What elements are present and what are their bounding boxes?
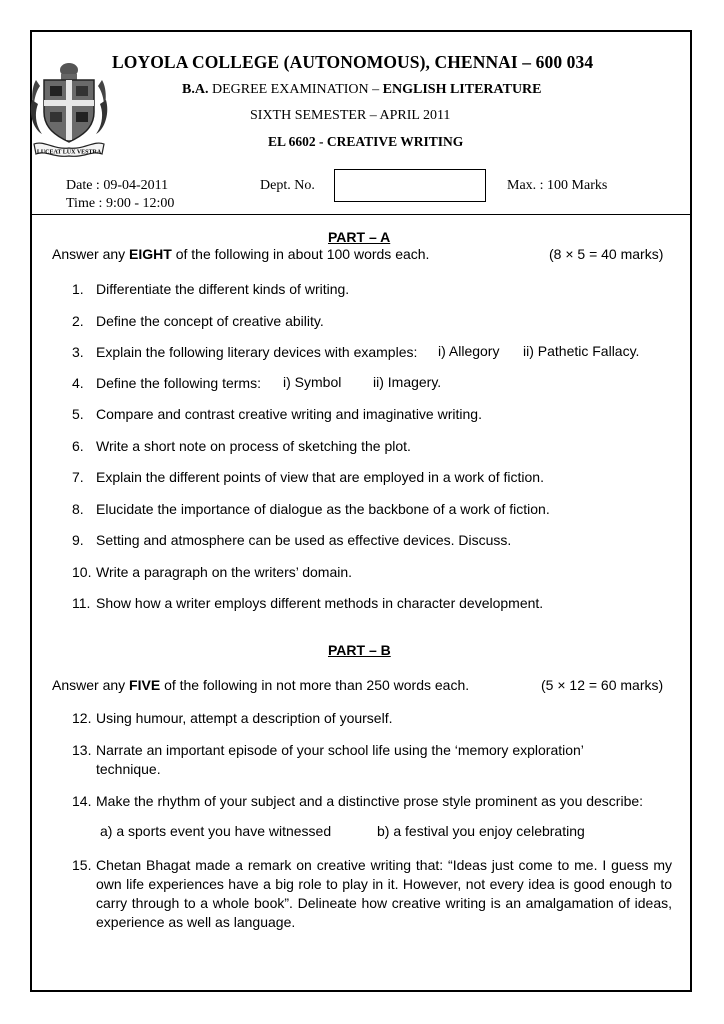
question-1: 1. Differentiate the different kinds of writing. bbox=[72, 281, 350, 297]
question-5: 5. Compare and contrast creative writing and imaginative writing. bbox=[72, 406, 482, 422]
part-a-title: PART – A bbox=[328, 229, 391, 245]
degree-label: B.A. bbox=[182, 82, 209, 97]
question-12: 12. Using humour, attempt a description of yourself. bbox=[72, 710, 393, 726]
subject-label: ENGLISH LITERATURE bbox=[382, 82, 542, 97]
question-3-option-b: ii) Pathetic Fallacy. bbox=[523, 343, 640, 359]
question-15: 15. Chetan Bhagat made a remark on creative writing that: “Ideas just come to me. I guess my own life experiences have a big role to play in it. However, not every idea is good enough to carry through to a whole book”. Delineate how creative writing is an amalgamation of ideas, experience as well as language. bbox=[72, 857, 672, 930]
question-13: 13. Narrate an important episode of your school life using the ‘memory exploration’ technique. bbox=[72, 742, 584, 777]
part-a-marks: (8 × 5 = 40 marks) bbox=[549, 246, 664, 262]
part-b-marks: (5 × 12 = 60 marks) bbox=[541, 677, 664, 693]
exam-time: Time : 9:00 - 12:00 bbox=[66, 196, 175, 211]
part-b-instruction: Answer any FIVE of the following in not more than 250 words each. bbox=[52, 677, 470, 693]
dept-no-label: Dept. No. bbox=[260, 178, 315, 193]
exam-type: DEGREE EXAMINATION – bbox=[211, 82, 380, 97]
question-3-option-a: i) Allegory bbox=[438, 343, 500, 359]
college-crest-logo bbox=[30, 60, 108, 160]
question-11: 11. Show how a writer employs different methods in character development. bbox=[72, 595, 544, 611]
question-3: 3. Explain the following literary devices with examples: bbox=[72, 344, 418, 360]
part-a-instruction: Answer any EIGHT of the following in about 100 words each. bbox=[52, 246, 430, 262]
logo-motto: LUCEAT LUX VESTRA bbox=[36, 149, 102, 156]
question-4: 4. Define the following terms: bbox=[72, 375, 261, 391]
question-14: 14. Make the rhythm of your subject and a distinctive prose style prominent as you describe: bbox=[72, 793, 644, 809]
question-14-option-b: b) a festival you enjoy celebrating bbox=[377, 823, 585, 839]
question-4-option-b: ii) Imagery. bbox=[373, 374, 442, 390]
question-14-option-a: a) a sports event you have witnessed bbox=[100, 823, 332, 839]
max-marks: Max. : 100 Marks bbox=[507, 178, 608, 193]
header-divider bbox=[30, 214, 690, 215]
semester-line: SIXTH SEMESTER – APRIL 2011 bbox=[250, 108, 451, 123]
question-9: 9. Setting and atmosphere can be used as effective devices. Discuss. bbox=[72, 532, 512, 548]
question-10: 10. Write a paragraph on the writers’ domain. bbox=[72, 564, 353, 580]
question-7: 7. Explain the different points of view that are employed in a work of fiction. bbox=[72, 469, 544, 485]
part-a-count: EIGHT bbox=[129, 246, 172, 262]
question-4-option-a: i) Symbol bbox=[283, 374, 342, 390]
exam-date: Date : 09-04-2011 bbox=[66, 178, 169, 193]
part-b-count: FIVE bbox=[129, 677, 161, 693]
question-6: 6. Write a short note on process of sketching the plot. bbox=[72, 438, 411, 454]
part-b-title: PART – B bbox=[328, 642, 391, 658]
exam-title bbox=[182, 82, 542, 98]
question-2: 2. Define the concept of creative ability. bbox=[72, 313, 324, 329]
dept-no-box[interactable] bbox=[334, 169, 486, 202]
college-name: LOYOLA COLLEGE (AUTONOMOUS), CHENNAI – 600 034 bbox=[112, 52, 594, 72]
question-8: 8. Elucidate the importance of dialogue as the backbone of a work of fiction. bbox=[72, 501, 550, 517]
course-title: EL 6602 - CREATIVE WRITING bbox=[268, 134, 464, 149]
